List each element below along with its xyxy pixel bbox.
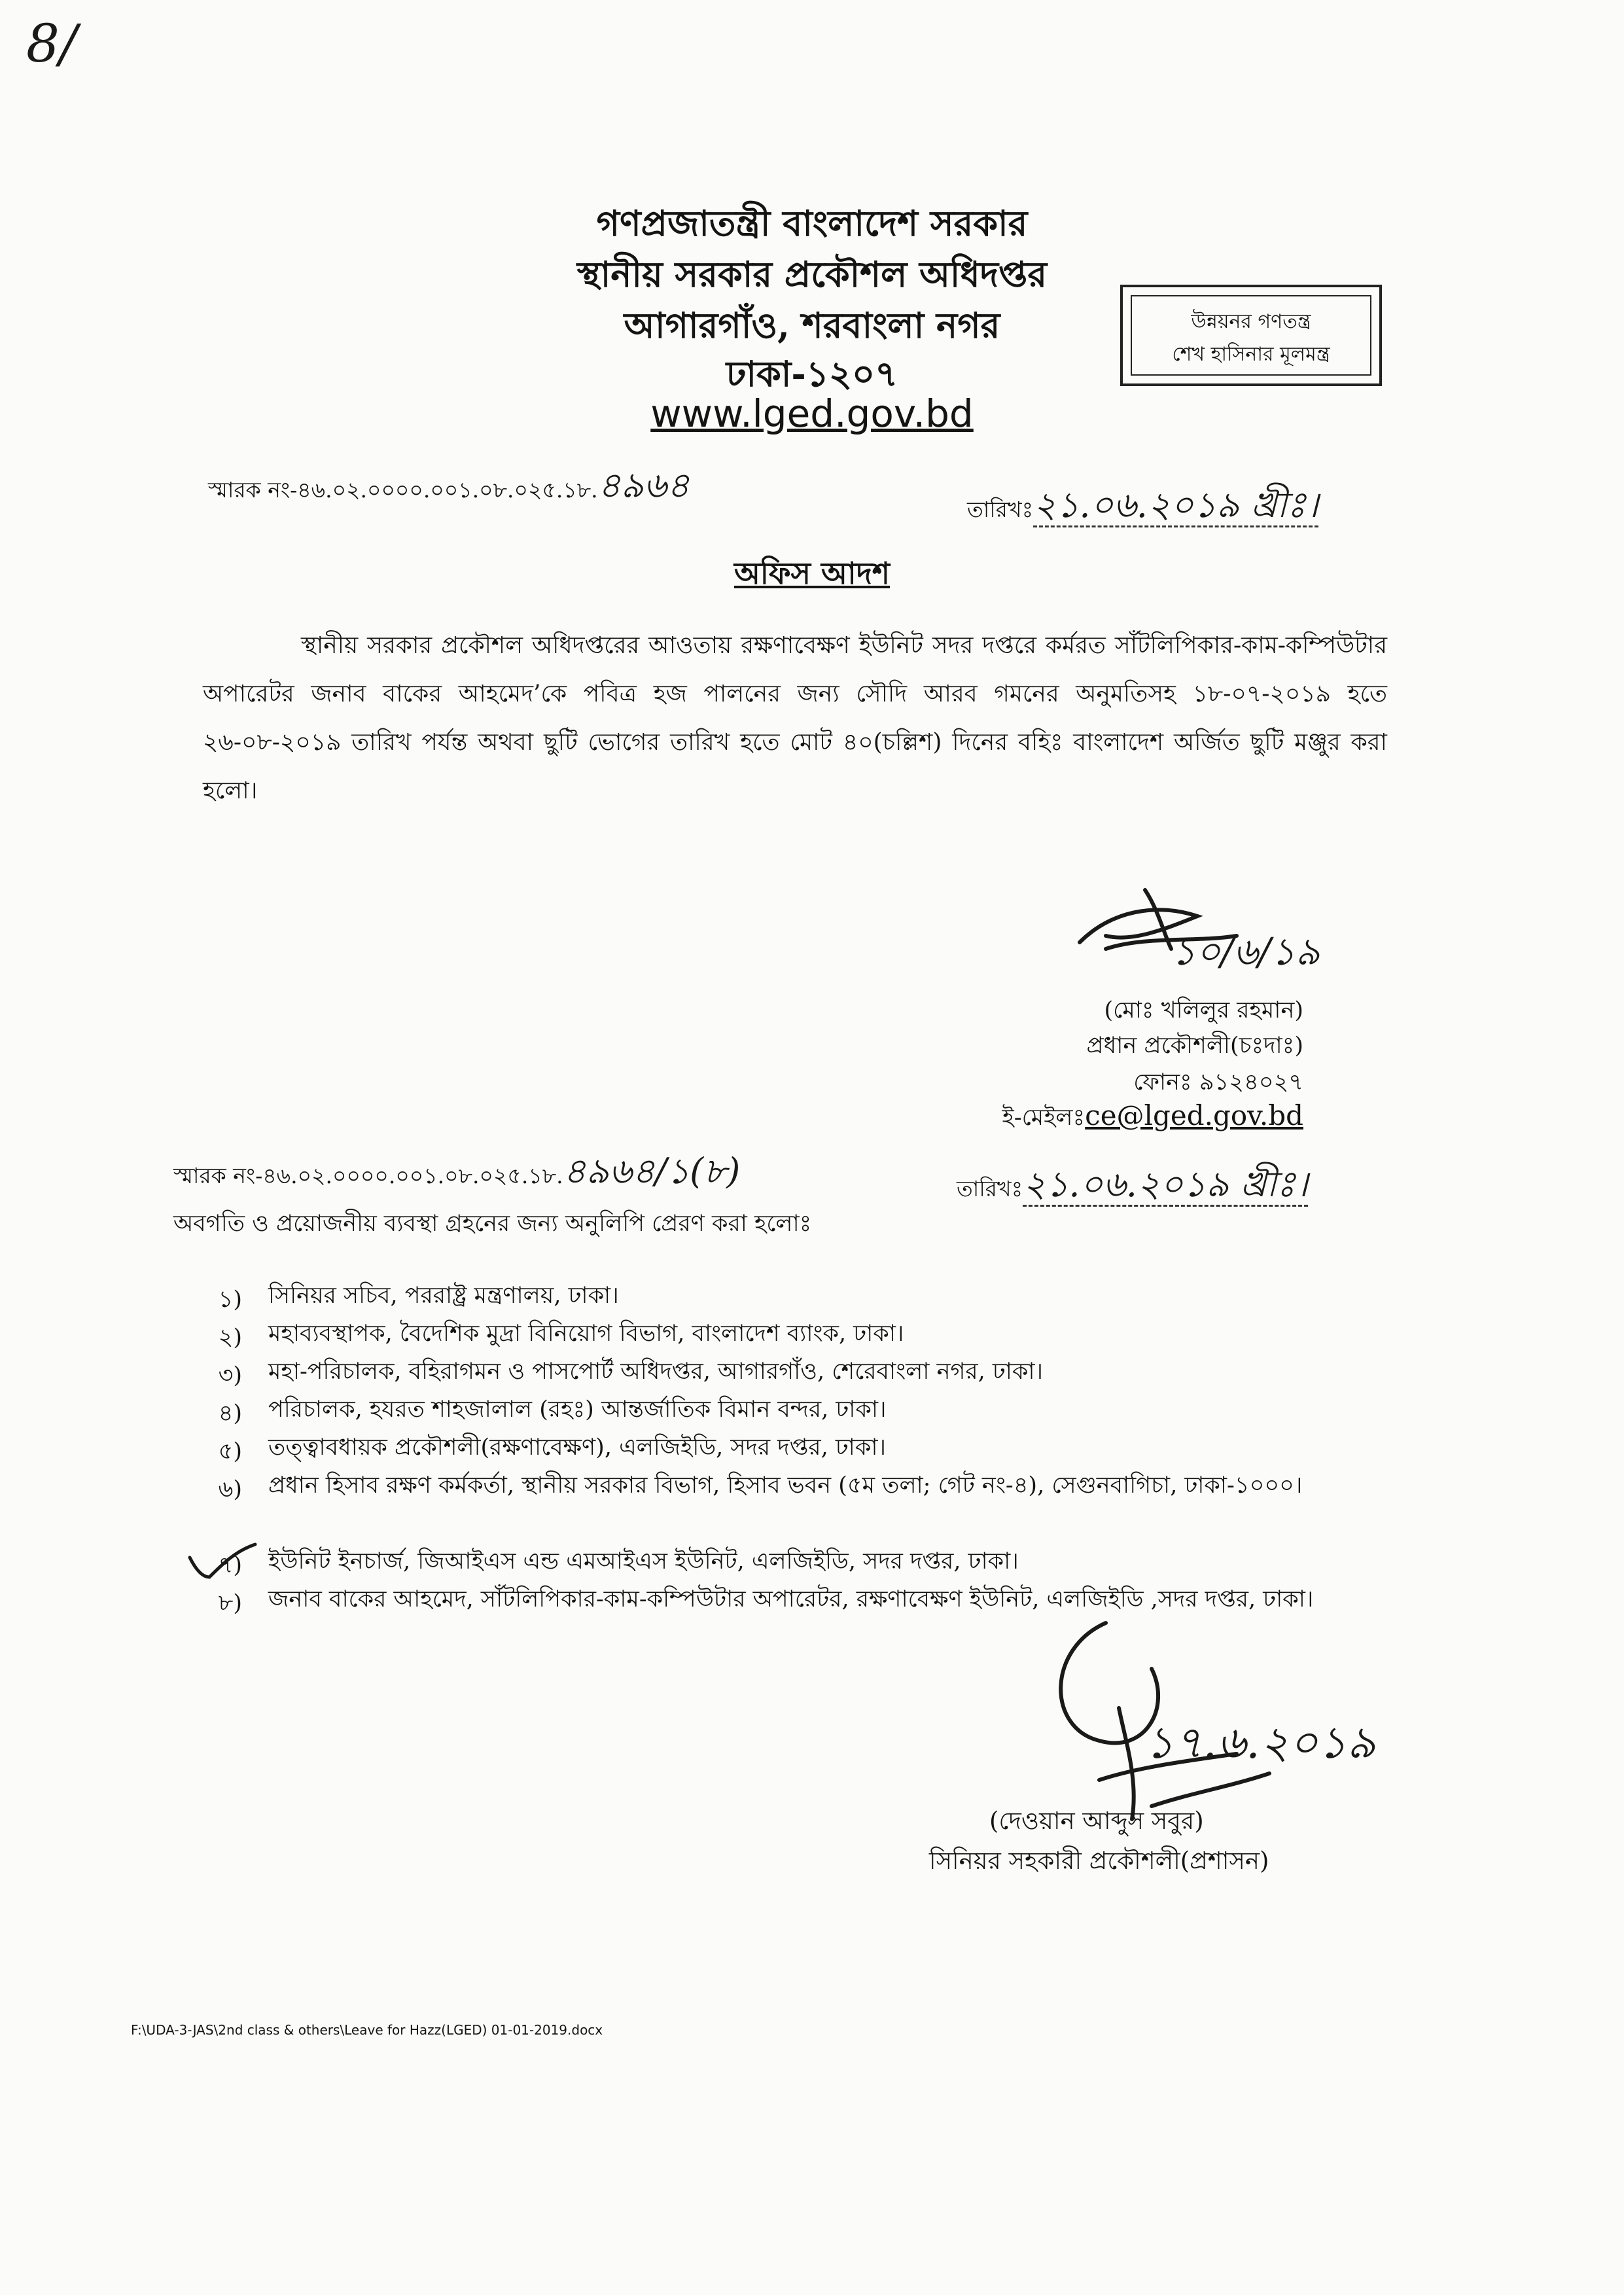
cc-item-number: ৫) <box>218 1438 242 1465</box>
signatory1-designation: প্রধান প্রকৌশলী(চঃদাঃ) <box>1086 1033 1303 1059</box>
signatory2-designation: সিনিয়র সহকারী প্রকৌশলী(প্রশাসন) <box>929 1847 1269 1875</box>
signatory1-phone: ফোনঃ ৯১২৪০২৭ <box>1133 1069 1303 1095</box>
signatory2-name: (দেওয়ান আব্দুস সবুর) <box>989 1807 1204 1835</box>
motto-line1: উন্নয়নর গণতন্ত্র <box>1191 310 1311 333</box>
memo2-date-handwritten: ২১.০৬.২০১৯ খ্রীঃ। <box>1023 1164 1308 1207</box>
memo2-date <box>957 1157 1308 1216</box>
tick-mark <box>183 1538 262 1584</box>
corner-handwritten-note: 8/ <box>26 13 77 74</box>
cc-item-number: ২) <box>218 1325 242 1351</box>
cc-item-text: প্রধান হিসাব রক্ষণ কর্মকর্তা, স্থানীয় সরকার বিভাগ, হিসাব ভবন (৫ম তলা; গেট নং-৪), সেগুনবাগিচা, ঢাকা-১০০০। <box>268 1472 1303 1499</box>
cc-item-text: পরিচালক, হযরত শাহজালাল (রহঃ) আন্তর্জাতিক বিমান বন্দর, ঢাকা। <box>268 1397 887 1423</box>
cc-intro: অবগতি ও প্রয়োজনীয় ব্যবস্থা গ্রহনের জন্য অনুলিপি প্রেরণ করা হলোঃ <box>173 1211 812 1237</box>
cc-item-number: ৭) <box>218 1552 242 1578</box>
cc-item-number: ৬) <box>218 1476 242 1503</box>
memo1-date <box>967 478 1318 537</box>
memo2-ref <box>173 1144 740 1203</box>
signature-1-date: ১০/৬/১৯ <box>1171 929 1320 974</box>
cc-item-number: ৩) <box>218 1362 242 1389</box>
header-government: গণপ্রজাতন্ত্রী বাংলাদেশ সরকার <box>596 202 1028 244</box>
cc-item-text: জনাব বাকের আহমেদ, সাঁটলিপিকার-কাম-কম্পিউটার অপারেটর, রক্ষণাবেক্ষণ ইউনিট, এলজিইডি ,সদর দপ্তর, ঢাকা। <box>268 1586 1314 1612</box>
cc-item-text: মহাব্যবস্থাপক, বৈদেশিক মুদ্রা বিনিয়োগ বিভাগ, বাংলাদেশ ব্যাংক, ঢাকা। <box>268 1321 904 1347</box>
memo1-ref <box>208 458 690 517</box>
memo1-date-handwritten: ২১.০৬.২০১৯ খ্রীঃ। <box>1033 484 1318 527</box>
memo1-ref-handwritten: ৪৯৬৪ <box>597 465 690 506</box>
memo1-date-label: তারিখঃ <box>967 497 1034 522</box>
signatory1-name: (মোঃ খলিলুর রহমান) <box>1104 997 1303 1023</box>
memo2-ref-prefix: স্মারক নং-৪৬.০২.০০০০.০০১.০৮.০২৫.১৮. <box>173 1163 563 1188</box>
cc-item-number: ৪) <box>218 1400 242 1427</box>
header-address: আগারগাঁও, শরবাংলা নগর <box>624 304 1000 346</box>
header-city: ঢাকা-১২০৭ <box>726 353 898 395</box>
cc-item-number: ৮) <box>218 1590 242 1616</box>
cc-item-text: সিনিয়র সচিব, পররাষ্ট্র মন্ত্রণালয়, ঢাকা। <box>268 1283 619 1309</box>
cc-item-text: মহা-পরিচালক, বহিরাগমন ও পাসপোর্ট অধিদপ্তর, আগারগাঁও, শেরেবাংলা নগর, ঢাকা। <box>268 1359 1043 1385</box>
cc-item-number: ১) <box>218 1287 242 1313</box>
signatory1-email-label: ই-মেইলঃ <box>1002 1105 1086 1131</box>
motto-box <box>1120 285 1382 386</box>
cc-item-text: ইউনিট ইনচার্জ, জিআইএস এন্ড এমআইএস ইউনিট, এলজিইডি, সদর দপ্তর, ঢাকা। <box>268 1548 1019 1574</box>
header-website: www.lged.gov.bd <box>650 391 974 436</box>
signatory1-email <box>1002 1099 1303 1138</box>
body-paragraph: স্থানীয় সরকার প্রকৌশল অধিদপ্তরের আওতায় রক্ষণাবেক্ষণ ইউনিট সদর দপ্তরে কর্মরত সাঁটলিপিকার-কাম-কম্পিউটার অপারেটর জনাব বাকের আহমেদ’কে পবিত্র হজ পালনের জন্য সৌদি আরব গমনের অনুমতিসহ ১৮-০৭-২০১৯ হতে ২৬-০৮-২০১৯ তারিখ পর্যন্ত অথবা ছুটি ভোগের তারিখ হতে মোট ৪০(চল্লিশ) দিনের বহিঃ বাংলাদেশ অর্জিত ছুটি মঞ্জুর করা হলো। <box>203 632 1387 804</box>
memo1-ref-prefix: স্মারক নং-৪৬.০২.০০০০.০০১.০৮.০২৫.১৮. <box>208 477 598 503</box>
motto-line2: শেখ হাসিনার মূলমন্ত্র <box>1172 343 1330 366</box>
header-department: স্থানীয় সরকার প্রকৌশল অধিদপ্তর <box>576 253 1048 295</box>
memo2-date-label: তারিখঃ <box>957 1176 1023 1201</box>
cc-item-text: তত্ত্বাবধায়ক প্রকৌশলী(রক্ষণাবেক্ষণ), এলজিইডি, সদর দপ্তর, ঢাকা। <box>268 1434 886 1461</box>
document-title: অফিস আদশ <box>733 556 891 591</box>
memo2-ref-handwritten: ৪৯৬৪/১(৮) <box>563 1150 741 1192</box>
signatory1-email-value: ce@lged.gov.bd <box>1085 1099 1303 1131</box>
signature-2-date: ১৭.৬.২০১৯ <box>1145 1717 1376 1769</box>
footer-file-path: F:\UDA-3-JAS\2nd class & others\Leave for Hazz(LGED) 01-01-2019.docx <box>131 2022 603 2038</box>
